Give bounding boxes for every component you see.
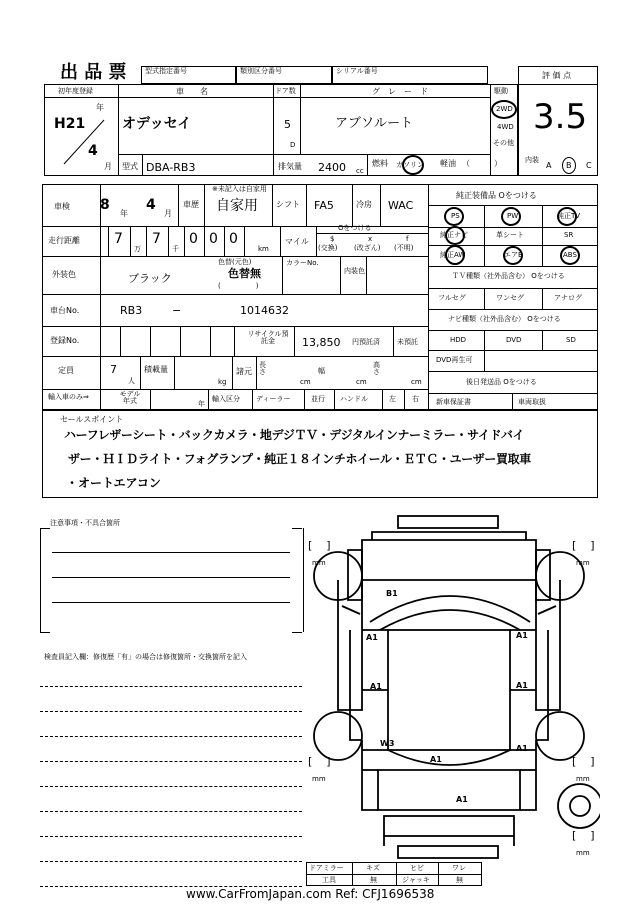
color-no-label: カラーNo. xyxy=(286,259,319,267)
mileage-digit-4: 0 xyxy=(209,231,218,247)
inspection-year: 8 xyxy=(100,197,110,213)
equip-navi: 純正ナビ xyxy=(440,231,468,239)
grade-label: グ レ ー ド xyxy=(372,87,428,96)
equip-abs-circle xyxy=(560,246,580,265)
height-cm: cm xyxy=(411,378,422,386)
form-title: 出 品 票 xyxy=(60,62,127,83)
import-dealer: ディーラー xyxy=(256,395,291,403)
mm-rr: mm xyxy=(576,775,590,783)
mileage-man: 万 xyxy=(134,245,141,253)
reg-no-label: 登録No. xyxy=(50,336,80,345)
caution-box xyxy=(40,528,304,632)
private-note: ※未記入は自家用 xyxy=(212,185,267,193)
drive-2wd-circle xyxy=(491,100,517,119)
handle-label: ハンドル xyxy=(340,395,368,403)
drive-other: その他 xyxy=(493,139,514,147)
equip-tv-circle xyxy=(557,207,577,226)
inspection-year-unit: 年 xyxy=(120,209,128,218)
navi-type-label: ナビ種類（社外品含む） Oをつける xyxy=(448,315,561,323)
navi-dvd-play: DVD再生可 xyxy=(436,356,473,364)
equip-abs: ABS xyxy=(563,251,577,259)
car-damage-diagram xyxy=(300,510,600,890)
navi-hdd: HDD xyxy=(450,336,467,344)
model-label: 型式 xyxy=(122,162,138,171)
inspection-label: 車検 xyxy=(54,202,70,211)
mark-a1-front-left: A1 xyxy=(366,633,378,642)
meter-b: x xyxy=(368,235,373,243)
color-change-label: 色替(元色) xyxy=(218,258,252,266)
equip-sr: SR xyxy=(564,231,574,239)
legend-scratch: キズ xyxy=(366,864,380,872)
recycle-amount: 13,850 xyxy=(302,336,341,349)
first-reg-year: H21 xyxy=(54,116,86,132)
item-manual: 車両取扱 xyxy=(518,398,546,406)
bracket-spare: [ ] xyxy=(572,829,595,842)
capacity-label: 定員 xyxy=(58,366,74,375)
grade-value: アブソルート xyxy=(335,116,414,131)
width-label: 幅 xyxy=(318,367,325,375)
height-label: 高さ xyxy=(373,361,380,376)
displacement-value: 2400 xyxy=(318,161,346,174)
equip-navi-circle xyxy=(445,226,465,245)
handle-right: 右 xyxy=(412,395,419,403)
interior-c: C xyxy=(586,161,592,170)
mm-rl: mm xyxy=(312,775,326,783)
displacement-label: 排気量 xyxy=(278,162,302,171)
equip-ps: PS xyxy=(451,212,460,220)
interior-b-circle xyxy=(562,157,576,174)
frame-number: 1014632 xyxy=(240,304,289,317)
drive-label: 駆動 xyxy=(494,87,508,95)
mileage-digit-1: 7 xyxy=(114,231,123,247)
shift-label: シフト xyxy=(276,200,300,209)
cc-unit: cc xyxy=(356,167,364,175)
color-value: ブラック xyxy=(128,272,172,285)
equip-tv: 純正TV xyxy=(557,212,581,220)
mark-a1-rear-right: A1 xyxy=(516,681,528,690)
mm-fl: mm xyxy=(312,559,326,567)
aftermarket-label: 後日発送品 Oをつける xyxy=(466,378,537,386)
history-label: 車歴 xyxy=(183,200,199,209)
inspector-label: 検査員記入欄：修復歴「有」の場合は修復箇所・交換箇所を記入 xyxy=(44,653,247,661)
length-cm: cm xyxy=(300,378,311,386)
meter-c: f xyxy=(406,235,409,243)
mark-b1: B1 xyxy=(386,589,398,598)
bracket-fr: [ ] xyxy=(572,539,595,552)
drive-2wd: 2WD xyxy=(496,105,513,113)
sales-points-line-3: ・オートエアコン xyxy=(66,476,161,490)
legend-crack: ヒビ xyxy=(410,864,424,872)
fuel-gas-circle xyxy=(402,155,424,175)
mile-label: マイル xyxy=(285,237,309,246)
legend-jack: ジャッキ xyxy=(402,876,430,884)
fuel-gas: ガソリン xyxy=(396,161,424,169)
import-type-label: 輸入区分 xyxy=(212,395,240,403)
model-year-label: モデル年式 xyxy=(119,390,141,405)
equip-airbag: エアB xyxy=(504,251,523,259)
interior-a: A xyxy=(546,161,552,170)
legend-none-2: 無 xyxy=(456,876,463,884)
mileage-km: km xyxy=(258,245,269,253)
doors-d: D xyxy=(290,141,296,149)
length-label: 長さ xyxy=(259,361,266,376)
mark-w3: W3 xyxy=(380,739,395,748)
recycle-paid: 円預託済 xyxy=(352,338,380,346)
meter-a: $ xyxy=(330,235,335,243)
frame-label: 車台No. xyxy=(50,306,80,315)
equip-airbag-circle xyxy=(503,246,523,265)
import-label: 輸入車のみ⇒ xyxy=(48,393,89,401)
mileage-digit-2: 7 xyxy=(152,231,161,247)
mm-fr: mm xyxy=(576,559,590,567)
history-value: 自家用 xyxy=(216,198,258,214)
sales-points-label: セールスポイント xyxy=(60,415,124,424)
width-cm: cm xyxy=(356,378,367,386)
first-reg-month: 4 xyxy=(88,143,98,159)
interior-color-label: 内装色 xyxy=(344,267,365,275)
score-value: 3.5 xyxy=(533,97,588,137)
sales-points-line-2: ザー・ＨＩＤライト・フォグランプ・純正１８インチホイール・ＥＴＣ・ユーザー買取車 xyxy=(68,452,531,466)
category-label: 類別区分番号 xyxy=(240,67,282,75)
equip-aw: 純正AW xyxy=(440,251,466,259)
footer-ref: www.CarFromJapan.com Ref: CFJ1696538 xyxy=(186,887,435,901)
caution-label: 注意事項・不具合箇所 xyxy=(50,519,120,527)
handle-left: 左 xyxy=(389,395,396,403)
mileage-sen: 千 xyxy=(172,245,179,253)
tv-type-label: ＴＶ種類（社外品含む） Oをつける xyxy=(452,272,565,280)
fuel-diesel: 軽油 xyxy=(440,159,456,168)
shift-value: FA5 xyxy=(314,199,334,212)
mark-a1-rear-left: A1 xyxy=(370,682,382,691)
serial-label: シリアル番号 xyxy=(336,67,378,75)
mm-spare: mm xyxy=(576,849,590,857)
inspection-month-unit: 月 xyxy=(164,209,172,218)
color-label: 外装色 xyxy=(52,270,76,279)
fuel-paren: （ ） xyxy=(462,159,502,168)
mark-a1-trunk: A1 xyxy=(430,755,442,764)
tv-oneseg: ワンセグ xyxy=(496,294,524,302)
month-unit: 月 xyxy=(104,162,112,171)
capacity-value: 7 xyxy=(110,363,117,376)
meter-b-sub: (改ざん) xyxy=(354,244,381,252)
tv-analog: アナログ xyxy=(554,294,582,302)
equip-ps-circle xyxy=(444,207,464,226)
mileage-label: 走行距離 xyxy=(48,236,80,245)
interior-b: B xyxy=(566,161,572,170)
mileage-digit-3: 0 xyxy=(189,231,198,247)
ac-label: 冷房 xyxy=(356,200,372,209)
tv-fullseg: フルセグ xyxy=(438,294,466,302)
legend-tools: 工具 xyxy=(322,876,336,884)
frame-dash: − xyxy=(172,304,182,317)
meter-a-sub: (交換) xyxy=(318,244,338,252)
equip-aw-circle xyxy=(445,245,465,265)
equip-leather: 革シート xyxy=(496,231,524,239)
mark-a1-rear-bumper: A1 xyxy=(456,795,468,804)
bracket-rr: [ ] xyxy=(572,755,595,768)
drive-4wd: 4WD xyxy=(497,123,514,131)
sales-points-line-1: ハーフレザーシート・バックカメラ・地デジＴＶ・デジタルインナーミラー・サイドバイ xyxy=(64,428,525,442)
car-name-label: 車 名 xyxy=(176,87,208,96)
model-value: DBA-RB3 xyxy=(146,161,196,174)
bracket-rl: [ ] xyxy=(308,755,331,768)
dims-label: 諸元 xyxy=(236,367,252,376)
interior-label: 内装 xyxy=(525,156,539,164)
capacity-unit: 人 xyxy=(128,377,135,385)
color-paren: ( ) xyxy=(218,282,259,290)
year-unit: 年 xyxy=(96,103,104,112)
model-cert-label: 型式指定番号 xyxy=(145,67,187,75)
legend-dent: ワレ xyxy=(452,864,466,872)
recycle-label: リサイクル預託金 xyxy=(247,330,289,345)
score-label: 評 価 点 xyxy=(542,71,572,80)
recycle-unpaid: 未預託 xyxy=(397,338,418,346)
frame-prefix: RB3 xyxy=(120,304,143,317)
genuine-label: 純正装備品 Oをつける xyxy=(456,191,537,200)
equip-pw: PW xyxy=(507,212,519,220)
meter-c-sub: (不明) xyxy=(394,244,414,252)
inspection-month: 4 xyxy=(146,197,156,213)
navi-dvd: DVD xyxy=(506,336,522,344)
bracket-fl: [ ] xyxy=(308,539,331,552)
mark-a1-quarter-right: A1 xyxy=(516,744,528,753)
fuel-label: 燃料 xyxy=(372,159,388,168)
doors-value: 5 xyxy=(284,118,291,131)
equip-pw-circle xyxy=(501,207,521,226)
mark-a1-front-right: A1 xyxy=(516,631,528,640)
legend-none-1: 無 xyxy=(370,876,377,884)
load-kg: kg xyxy=(218,378,227,386)
model-year-unit: 年 xyxy=(198,400,205,408)
car-name: オデッセイ xyxy=(122,116,192,132)
ac-value: WAC xyxy=(388,199,414,212)
load-label: 積載量 xyxy=(144,365,168,374)
navi-sd: SD xyxy=(566,336,576,344)
doors-label: ドア数 xyxy=(275,87,296,95)
meter-circle-note: Oをつける xyxy=(338,224,372,232)
item-warranty: 新車保証書 xyxy=(436,398,471,406)
mileage-digit-5: 0 xyxy=(229,231,238,247)
color-change-value: 色替無 xyxy=(228,267,261,280)
import-parallel: 並行 xyxy=(311,395,325,403)
first-reg-label: 初年度登録 xyxy=(58,87,93,95)
legend-mirror: ドアミラー xyxy=(309,864,344,872)
